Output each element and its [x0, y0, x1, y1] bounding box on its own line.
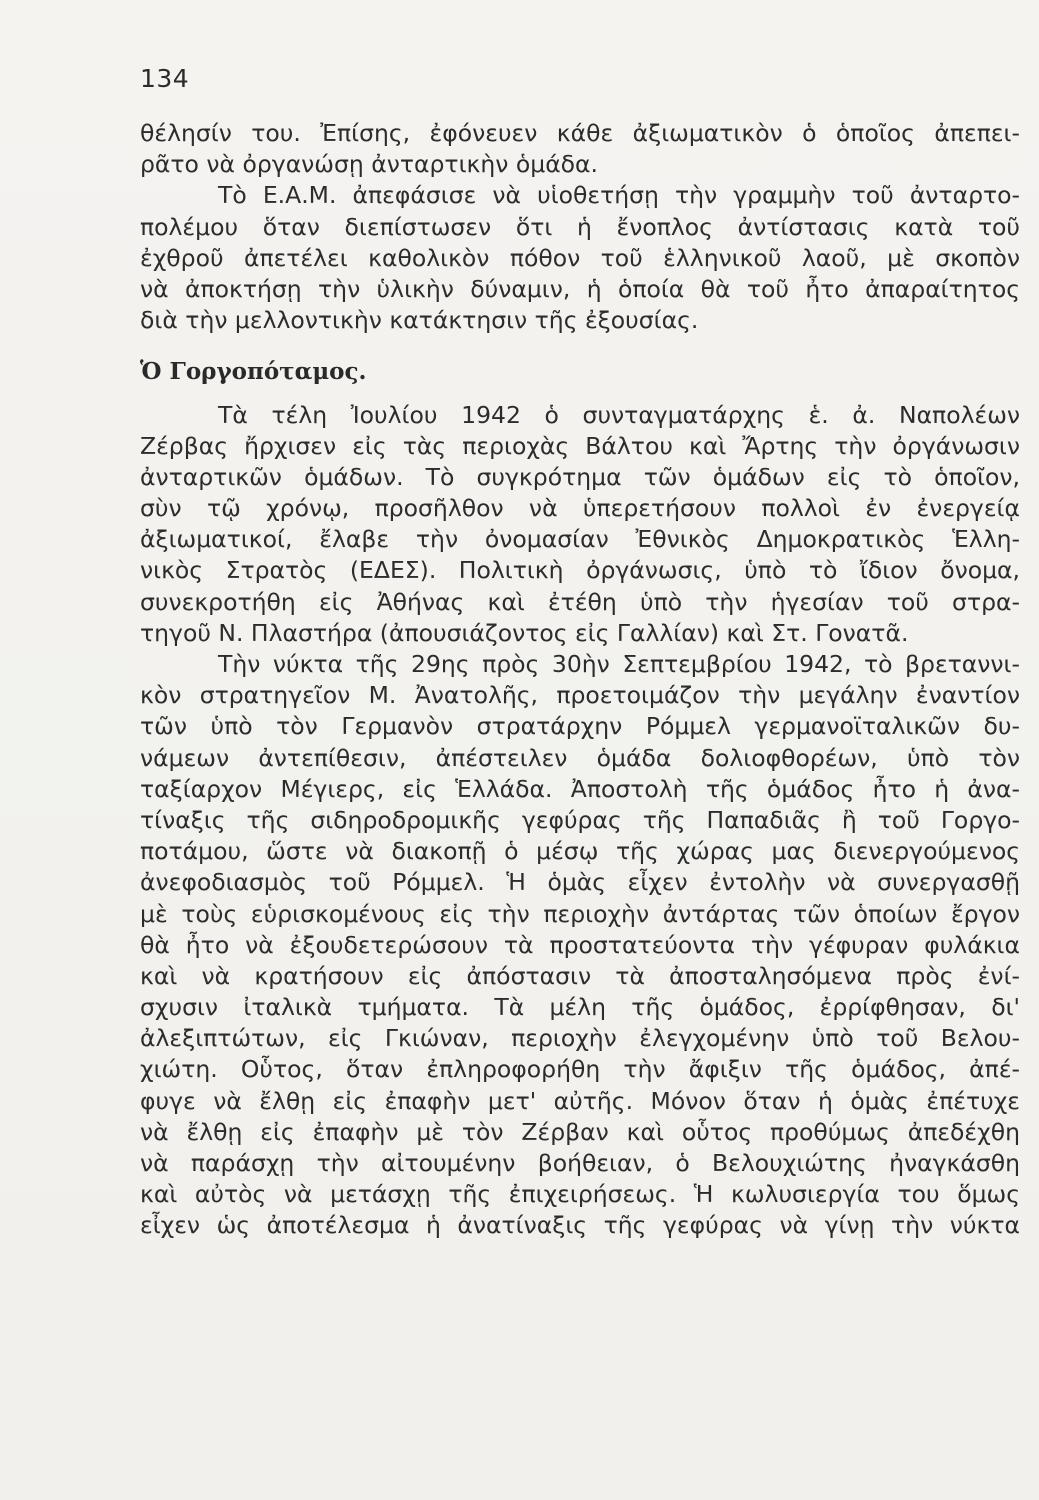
- text-line: τίναξις τῆς σιδηροδρομικῆς γεφύρας τῆς Παπαδιᾶς ἢ τοῦ Γοργο-: [140, 805, 1020, 834]
- text-line: Ζέρβας ἤρχισεν εἰς τὰς περιοχὰς Βάλτου καὶ Ἄρτης τὴν ὀργάνωσιν: [140, 431, 1020, 460]
- text-line: ρᾶτο νὰ ὀργανώσῃ ἀνταρτικὴν ὁμάδα.: [140, 150, 599, 179]
- text-line: ἐχθροῦ ἀπετέλει καθολικὸν πόθον τοῦ ἑλληνικοῦ λαοῦ, μὲ σκοπὸν: [140, 243, 1020, 272]
- text-line: ἀλεξιπτώτων, εἰς Γκιώναν, περιοχὴν ἐλεγχομένην ὑπὸ τοῦ Βελου-: [140, 1024, 1020, 1053]
- text-line: νὰ ἀποκτήσῃ τὴν ὑλικὴν δύναμιν, ἡ ὁποία θὰ τοῦ ἦτο ἀπαραίτητος: [140, 274, 1020, 303]
- text-line: μὲ τοὺς εὑρισκομένους εἰς τὴν περιοχὴν ἀντάρτας τῶν ὁποίων ἔργον: [140, 899, 1020, 928]
- text-line: νὰ παράσχῃ τὴν αἰτουμένην βοήθειαν, ὁ Βελουχιώτης ἠναγκάσθη: [140, 1149, 1020, 1177]
- text-line: νὰ ἔλθῃ εἰς ἐπαφὴν μὲ τὸν Ζέρβαν καὶ οὗτος προθύμως ἀπεδέχθη: [140, 1117, 1020, 1146]
- text-line: τῶν ὑπὸ τὸν Γερμανὸν στρατάρχην Ρόμμελ γερμανοϊταλικῶν δυ-: [140, 712, 1020, 741]
- text-line: σχυσιν ἰταλικὰ τμήματα. Τὰ μέλη τῆς ὁμάδος, ἐρρίφθησαν, δι': [140, 993, 1020, 1022]
- text-line: νικὸς Στρατὸς (ΕΔΕΣ). Πολιτικὴ ὀργάνωσις, ὑπὸ τὸ ἴδιον ὄνομα,: [140, 556, 1020, 585]
- text-line: θέλησίν του. Ἐπίσης, ἐφόνευεν κάθε ἀξιωματικὸν ὁ ὁποῖος ἀπεπει-: [140, 119, 1020, 147]
- text-line: διὰ τὴν μελλοντικὴν κατάκτησιν τῆς ἐξουσίας.: [140, 306, 699, 335]
- text-line: πολέμου ὅταν διεπίστωσεν ὅτι ἡ ἔνοπλος ἀντίστασις κατὰ τοῦ: [140, 212, 1020, 241]
- text-line: καὶ νὰ κρατήσουν εἰς ἀπόστασιν τὰ ἀποσταλησόμενα πρὸς ἐνί-: [140, 961, 1020, 990]
- text-line: Τὰ τέλη Ἰουλίου 1942 ὁ συνταγματάρχης ἑ. ἀ. Ναπολέων: [218, 400, 1020, 429]
- text-line: Τὸ Ε.Α.Μ. ἀπεφάσισε νὰ υἱοθετήσῃ τὴν γραμμὴν τοῦ ἀνταρτο-: [218, 181, 1020, 210]
- text-line: φυγε νὰ ἔλθῃ εἰς ἐπαφὴν μετ' αὐτῆς. Μόνον ὅταν ἡ ὁμὰς ἐπέτυχε: [140, 1086, 1020, 1115]
- text-line: ἀνταρτικῶν ὁμάδων. Τὸ συγκρότημα τῶν ὁμάδων εἰς τὸ ὁποῖον,: [140, 462, 1020, 491]
- text-line: Τὴν νύκτα τῆς 29ης πρὸς 30ὴν Σεπτεμβρίου 1942, τὸ βρεταννι-: [218, 650, 1020, 678]
- text-line: τηγοῦ Ν. Πλαστήρα (ἀπουσιάζοντος εἰς Γαλλίαν) καὶ Στ. Γονατᾶ.: [140, 618, 909, 647]
- text-line: ἀξιωματικοί, ἔλαβε τὴν ὀνομασίαν Ἐθνικὸς Δημοκρατικὸς Ἑλλη-: [140, 525, 1020, 554]
- text-line: νάμεων ἀντεπίθεσιν, ἀπέστειλεν ὁμάδα δολιοφθορέων, ὑπὸ τὸν: [140, 743, 1020, 772]
- text-line: ἀνεφοδιασμὸς τοῦ Ρόμμελ. Ἡ ὁμὰς εἶχεν ἐντολὴν νὰ συνεργασθῇ: [140, 868, 1020, 897]
- text-line: ταξίαρχον Μέγιερς, εἰς Ἑλλάδα. Ἀποστολὴ τῆς ὁμάδος ἦτο ἡ ἀνα-: [140, 774, 1020, 803]
- text-line: εἶχεν ὡς ἀποτέλεσμα ἡ ἀνατίναξις τῆς γεφύρας νὰ γίνῃ τὴν νύκτα: [140, 1211, 1020, 1240]
- body-text: [140, 118, 1020, 1242]
- text-line: ποτάμου, ὥστε νὰ διακοπῇ ὁ μέσῳ τῆς χώρας μας διενεργούμενος: [140, 837, 1020, 866]
- page-number: 134: [140, 64, 190, 93]
- section-heading: Ὁ Γοργοπόταμος.: [140, 358, 367, 386]
- text-line: καὶ αὐτὸς νὰ μετάσχῃ τῆς ἐπιχειρήσεως. Ἡ κωλυσιεργία του ὅμως: [140, 1180, 1020, 1209]
- text-line: θὰ ἦτο νὰ ἐξουδετερώσουν τὰ προστατεύοντα τὴν γέφυραν φυλάκια: [140, 930, 1020, 959]
- text-line: σὺν τῷ χρόνῳ, προσῆλθον νὰ ὑπερετήσουν πολλοὶ ἐν ἐνεργείᾳ: [140, 494, 1020, 523]
- text-line: χιώτη. Οὗτος, ὅταν ἐπληροφορήθη τὴν ἄφιξιν τῆς ὁμάδος, ἀπέ-: [140, 1055, 1020, 1084]
- text-line: κὸν στρατηγεῖον Μ. Ἀνατολῆς, προετοιμάζον τὴν μεγάλην ἐναντίον: [140, 681, 1020, 710]
- text-line: συνεκροτήθη εἰς Ἀθήνας καὶ ἐτέθη ὑπὸ τὴν ἡγεσίαν τοῦ στρα-: [140, 587, 1020, 616]
